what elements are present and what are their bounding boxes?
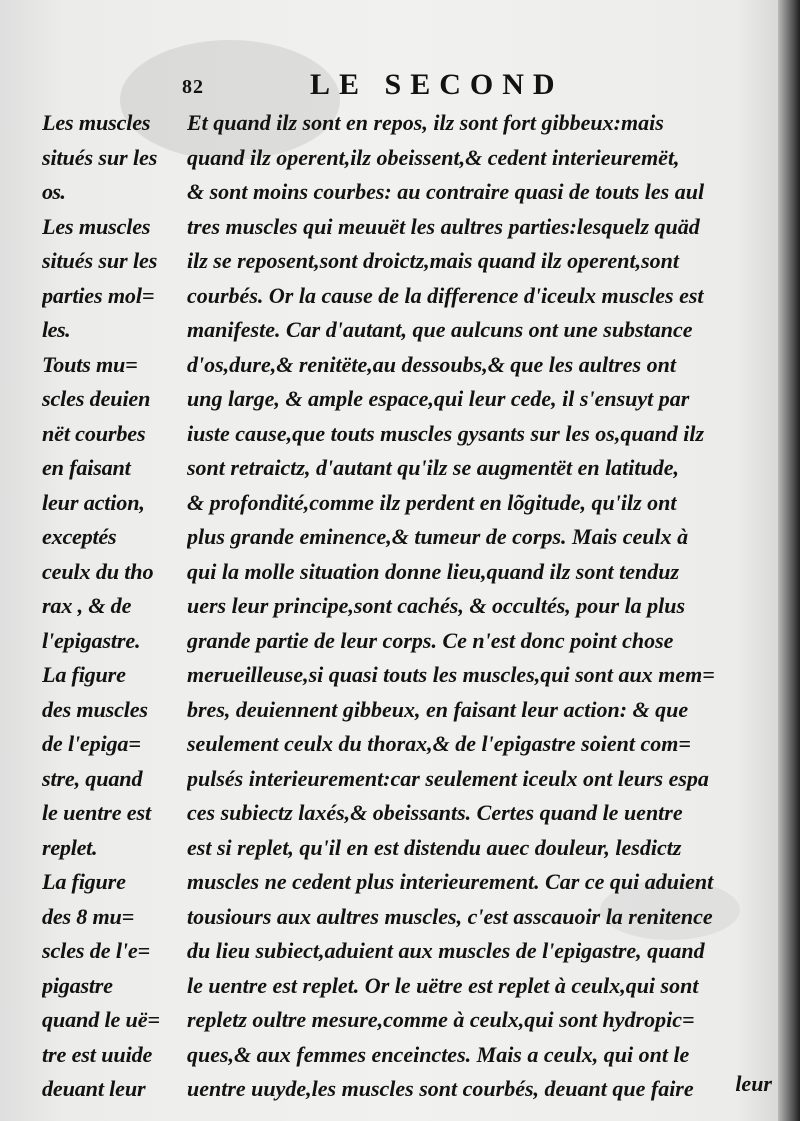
text-line: uentre uuyde,les muscles sont courbés, deuant que faire	[187, 1076, 694, 1101]
text-line: plus grande eminence,& tumeur de corps. Mais ceulx à	[187, 524, 689, 549]
text-line: seulement ceulx du thorax,& de l'epigastre soient com=	[187, 731, 691, 756]
page-number: 82	[182, 76, 204, 98]
text-line: ces subiectz laxés,& obeissants. Certes quand le uentre	[187, 800, 683, 825]
text-line: courbés. Or la cause de la difference d'iceulx muscles est	[187, 282, 704, 308]
text-line: ques,& aux femmes enceinctes. Mais a ceulx, qui ont le	[187, 1041, 690, 1067]
margin-note-line: deuant leur	[42, 1076, 146, 1101]
margin-note-line: nët courbes	[42, 420, 146, 446]
margin-note-line: stre, quand	[42, 765, 143, 791]
text-line: est si replet, qu'il en est distendu auec douleur, lesdictz	[187, 834, 682, 860]
page-header	[180, 64, 700, 104]
margin-note-line: pigastre	[42, 972, 113, 998]
margin-note-line: exceptés	[42, 524, 117, 549]
page-gutter-shadow	[778, 0, 800, 1121]
margin-note-line: Touts mu=	[42, 351, 138, 377]
margin-note-line: quand le uë=	[42, 1007, 160, 1032]
margin-note-line: en faisant	[42, 455, 131, 480]
margin-note-line: La figure	[42, 869, 126, 894]
text-line: sont retraictz, d'autant qu'ilz se augmentët en latitude,	[187, 455, 680, 480]
text-line: bres, deuiennent gibbeux, en faisant leur action: & que	[187, 696, 689, 722]
margin-note-line: scles de l'e=	[42, 938, 151, 963]
text-line: le uentre est replet. Or le uëtre est replet à ceulx,qui sont	[187, 972, 699, 998]
text-line: muscles ne cedent plus interieurement. Car ce qui aduient	[187, 869, 714, 894]
text-line: grande partie de leur corps. Ce n'est donc point chose	[187, 627, 674, 653]
text-line: ung large, & ample espace,qui leur cede, il s'ensuyt par	[187, 386, 690, 411]
text-line: manifeste. Car d'autant, que aulcuns ont une substance	[187, 317, 693, 342]
text-line: ilz se reposent,sont droictz,mais quand ilz operent,sont	[187, 248, 680, 273]
margin-note-line: Les muscles	[42, 213, 151, 239]
margin-note-line: l'epigastre.	[42, 627, 141, 653]
margin-note-line: replet.	[42, 834, 98, 860]
text-line: uers leur principe,sont cachés, & occultés, pour la plus	[187, 593, 686, 618]
text-line: & profondité,comme ilz perdent en lõgitude, qu'ilz ont	[187, 489, 677, 515]
margin-notes	[42, 106, 184, 1107]
margin-note-line: leur action,	[42, 489, 145, 515]
text-line: du lieu subiect,aduient aux muscles de l'epigastre, quand	[187, 938, 705, 963]
text-line: Et quand ilz sont en repos, ilz sont fort gibbeux:mais	[187, 110, 664, 135]
text-line: d'os,dure,& renitëte,au dessoubs,& que les aultres ont	[187, 351, 676, 377]
text-line: repletz oultre mesure,comme à ceulx,qui sont hydropic=	[187, 1007, 695, 1032]
text-line: tres muscles qui meuuët les aultres parties:lesquelz quäd	[187, 213, 700, 239]
margin-note-line: des muscles	[42, 696, 148, 722]
text-line: tousiours aux aultres muscles, c'est asscauoir la renitence	[187, 903, 713, 929]
text-line: quand ilz operent,ilz obeissent,& cedent interieuremët,	[187, 144, 680, 170]
margin-note-line: rax , & de	[42, 593, 132, 618]
margin-note-line: tre est uuide	[42, 1041, 153, 1067]
margin-note-line: le uentre est	[42, 800, 151, 825]
margin-note-line: Les muscles	[42, 110, 151, 135]
margin-note-line: La figure	[42, 662, 126, 687]
main-text	[187, 106, 772, 1107]
text-line: qui la molle situation donne lieu,quand ilz sont tenduz	[187, 558, 680, 584]
margin-note-line: parties mol=	[42, 282, 155, 308]
margin-note-line: os.	[42, 179, 66, 204]
running-title: LE SECOND	[310, 68, 564, 101]
text-line: merueilleuse,si quasi touts les muscles,qui sont aux mem=	[187, 662, 715, 687]
catchword-area	[187, 1071, 772, 1105]
margin-note-line: situés sur les	[42, 248, 158, 273]
text-line: pulsés interieurement:car seulement iceulx ont leurs espa	[187, 765, 709, 791]
margin-note-line: des 8 mu=	[42, 903, 135, 929]
margin-note-line: les.	[42, 317, 71, 342]
margin-note-line: situés sur les	[42, 144, 158, 170]
catchword: leur	[735, 1071, 772, 1096]
text-line: & sont moins courbes: au contraire quasi de touts les aul	[187, 179, 705, 204]
margin-note-line: scles deuien	[42, 386, 151, 411]
margin-note-line: de l'epiga=	[42, 731, 141, 756]
text-line: iuste cause,que touts muscles gysants sur les os,quand ilz	[187, 420, 705, 446]
margin-note-line: ceulx du tho	[42, 558, 154, 584]
